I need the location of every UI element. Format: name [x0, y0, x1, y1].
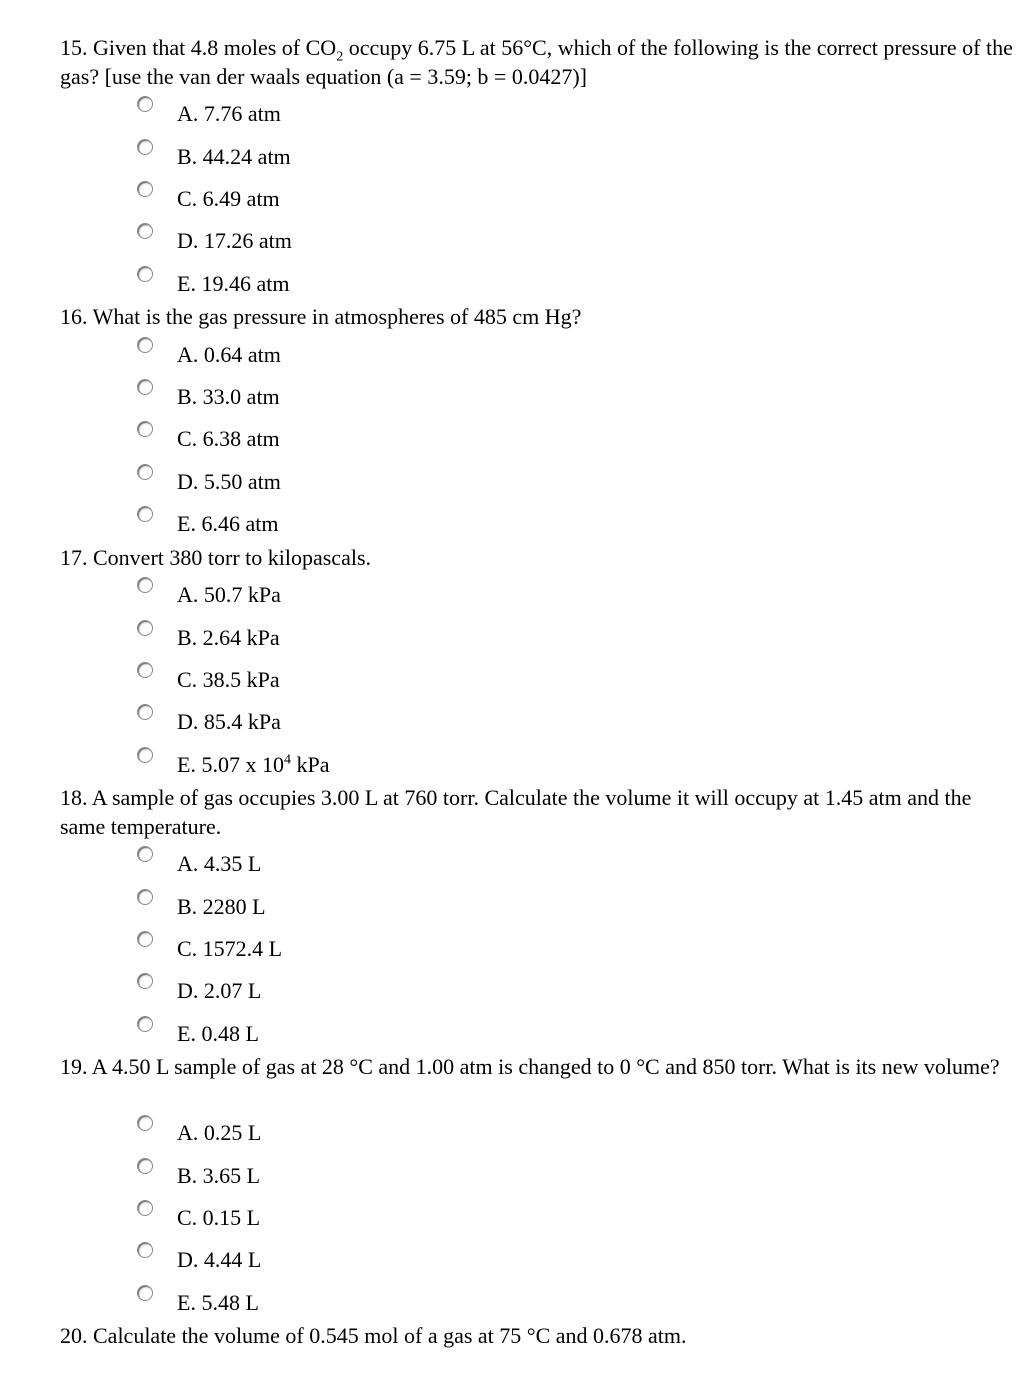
q15-option-d[interactable] [0, 223, 600, 265]
q17-option-b-label: B. 2.64 kPa [177, 625, 280, 650]
q16-option-e-radio[interactable] [137, 506, 153, 522]
q16-option-a[interactable] [0, 337, 600, 379]
q15-option-e-label: E. 19.46 atm [177, 271, 290, 296]
q19-option-b-radio[interactable] [137, 1158, 153, 1174]
q15-option-a-label: A. 7.76 atm [177, 101, 281, 126]
q15-option-d-radio[interactable] [137, 223, 153, 239]
q17-option-b-radio[interactable] [137, 620, 153, 636]
q16-option-a-label: A. 0.64 atm [177, 342, 281, 367]
q18-option-a[interactable] [0, 846, 600, 888]
q19-option-b[interactable] [0, 1158, 600, 1200]
q15-option-b-label: B. 44.24 atm [177, 144, 291, 169]
question-15-text: 15. Given that 4.8 moles of $CO_2$ occupy 6.75 L at 56°C, which of the following is the correct pressure of the gas? [use the van der waals equation (a = 3.59; b = 0.0427)] [60, 35, 1013, 89]
q17-option-a[interactable] [0, 577, 600, 619]
question-17-text: 17. Convert 380 torr to kilopascals. [60, 545, 372, 570]
q16-option-d[interactable] [0, 464, 600, 506]
q17-option-e-label: E. 5.07 x $10^4$ kPa [177, 752, 330, 777]
q16-option-d-radio[interactable] [137, 464, 153, 480]
q19-option-c-label: C. 0.15 L [177, 1205, 261, 1230]
q18-option-b[interactable] [0, 889, 600, 931]
q16-option-b-label: B. 33.0 atm [177, 384, 280, 409]
q15-option-c-radio[interactable] [137, 181, 153, 197]
q15-option-e-radio[interactable] [137, 266, 153, 282]
q18-option-a-radio[interactable] [137, 846, 153, 862]
q16-option-d-label: D. 5.50 atm [177, 469, 281, 494]
q17-option-d[interactable] [0, 704, 600, 746]
q17-option-a-label: A. 50.7 kPa [177, 582, 281, 607]
q19-option-e-radio[interactable] [137, 1285, 153, 1301]
q19-option-a[interactable] [0, 1115, 600, 1157]
q17-option-c-label: C. 38.5 kPa [177, 667, 280, 692]
q19-option-d-label: D. 4.44 L [177, 1247, 262, 1272]
q15-option-a[interactable] [0, 96, 600, 138]
q18-option-e-radio[interactable] [137, 1016, 153, 1032]
question-19-text: 19. A 4.50 L sample of gas at 28 °C and 1.00 atm is changed to 0 °C and 850 torr. What is its new volume? [60, 1054, 1000, 1079]
q16-option-e-label: E. 6.46 atm [177, 511, 279, 536]
q19-option-d[interactable] [0, 1242, 600, 1284]
q15-option-c[interactable] [0, 181, 600, 223]
q15-option-b-radio[interactable] [137, 139, 153, 155]
q19-option-b-label: B. 3.65 L [177, 1163, 261, 1188]
q18-option-d-radio[interactable] [137, 973, 153, 989]
q15-option-a-radio[interactable] [137, 96, 153, 112]
q17-option-b[interactable] [0, 620, 600, 662]
q16-option-a-radio[interactable] [137, 337, 153, 353]
q19-option-c[interactable] [0, 1200, 600, 1242]
q19-option-d-radio[interactable] [137, 1242, 153, 1258]
q17-option-d-radio[interactable] [137, 704, 153, 720]
q16-option-e[interactable] [0, 506, 600, 548]
q17-option-a-radio[interactable] [137, 577, 153, 593]
q18-option-d[interactable] [0, 973, 600, 1015]
q19-option-a-radio[interactable] [137, 1115, 153, 1131]
q18-option-b-label: B. 2280 L [177, 894, 266, 919]
q15-option-c-label: C. 6.49 atm [177, 186, 280, 211]
q16-option-b[interactable] [0, 379, 600, 421]
q19-option-a-label: A. 0.25 L [177, 1120, 262, 1145]
q18-option-a-label: A. 4.35 L [177, 851, 262, 876]
q16-option-c-radio[interactable] [137, 421, 153, 437]
q18-option-c-label: C. 1572.4 L [177, 936, 283, 961]
q15-option-d-label: D. 17.26 atm [177, 228, 292, 253]
q17-option-c[interactable] [0, 662, 600, 704]
q19-option-e-label: E. 5.48 L [177, 1290, 259, 1315]
q15-option-b[interactable] [0, 139, 600, 181]
q18-option-d-label: D. 2.07 L [177, 978, 262, 1003]
q17-option-e-radio[interactable] [137, 747, 153, 763]
question-18-text: 18. A sample of gas occupies 3.00 L at 760 torr. Calculate the volume it will occupy at 1.45 atm and the same temperature. [60, 785, 972, 839]
question-16-text: 16. What is the gas pressure in atmospheres of 485 cm Hg? [60, 304, 582, 329]
q18-option-c-radio[interactable] [137, 931, 153, 947]
question-20-text: 20. Calculate the volume of 0.545 mol of a gas at 75 °C and 0.678 atm. [60, 1323, 687, 1348]
q16-option-b-radio[interactable] [137, 379, 153, 395]
q17-option-d-label: D. 85.4 kPa [177, 709, 281, 734]
q19-option-c-radio[interactable] [137, 1200, 153, 1216]
q17-option-c-radio[interactable] [137, 662, 153, 678]
q18-option-b-radio[interactable] [137, 889, 153, 905]
q18-option-c[interactable] [0, 931, 600, 973]
q16-option-c[interactable] [0, 421, 600, 463]
q18-option-e-label: E. 0.48 L [177, 1021, 259, 1046]
q16-option-c-label: C. 6.38 atm [177, 426, 280, 451]
